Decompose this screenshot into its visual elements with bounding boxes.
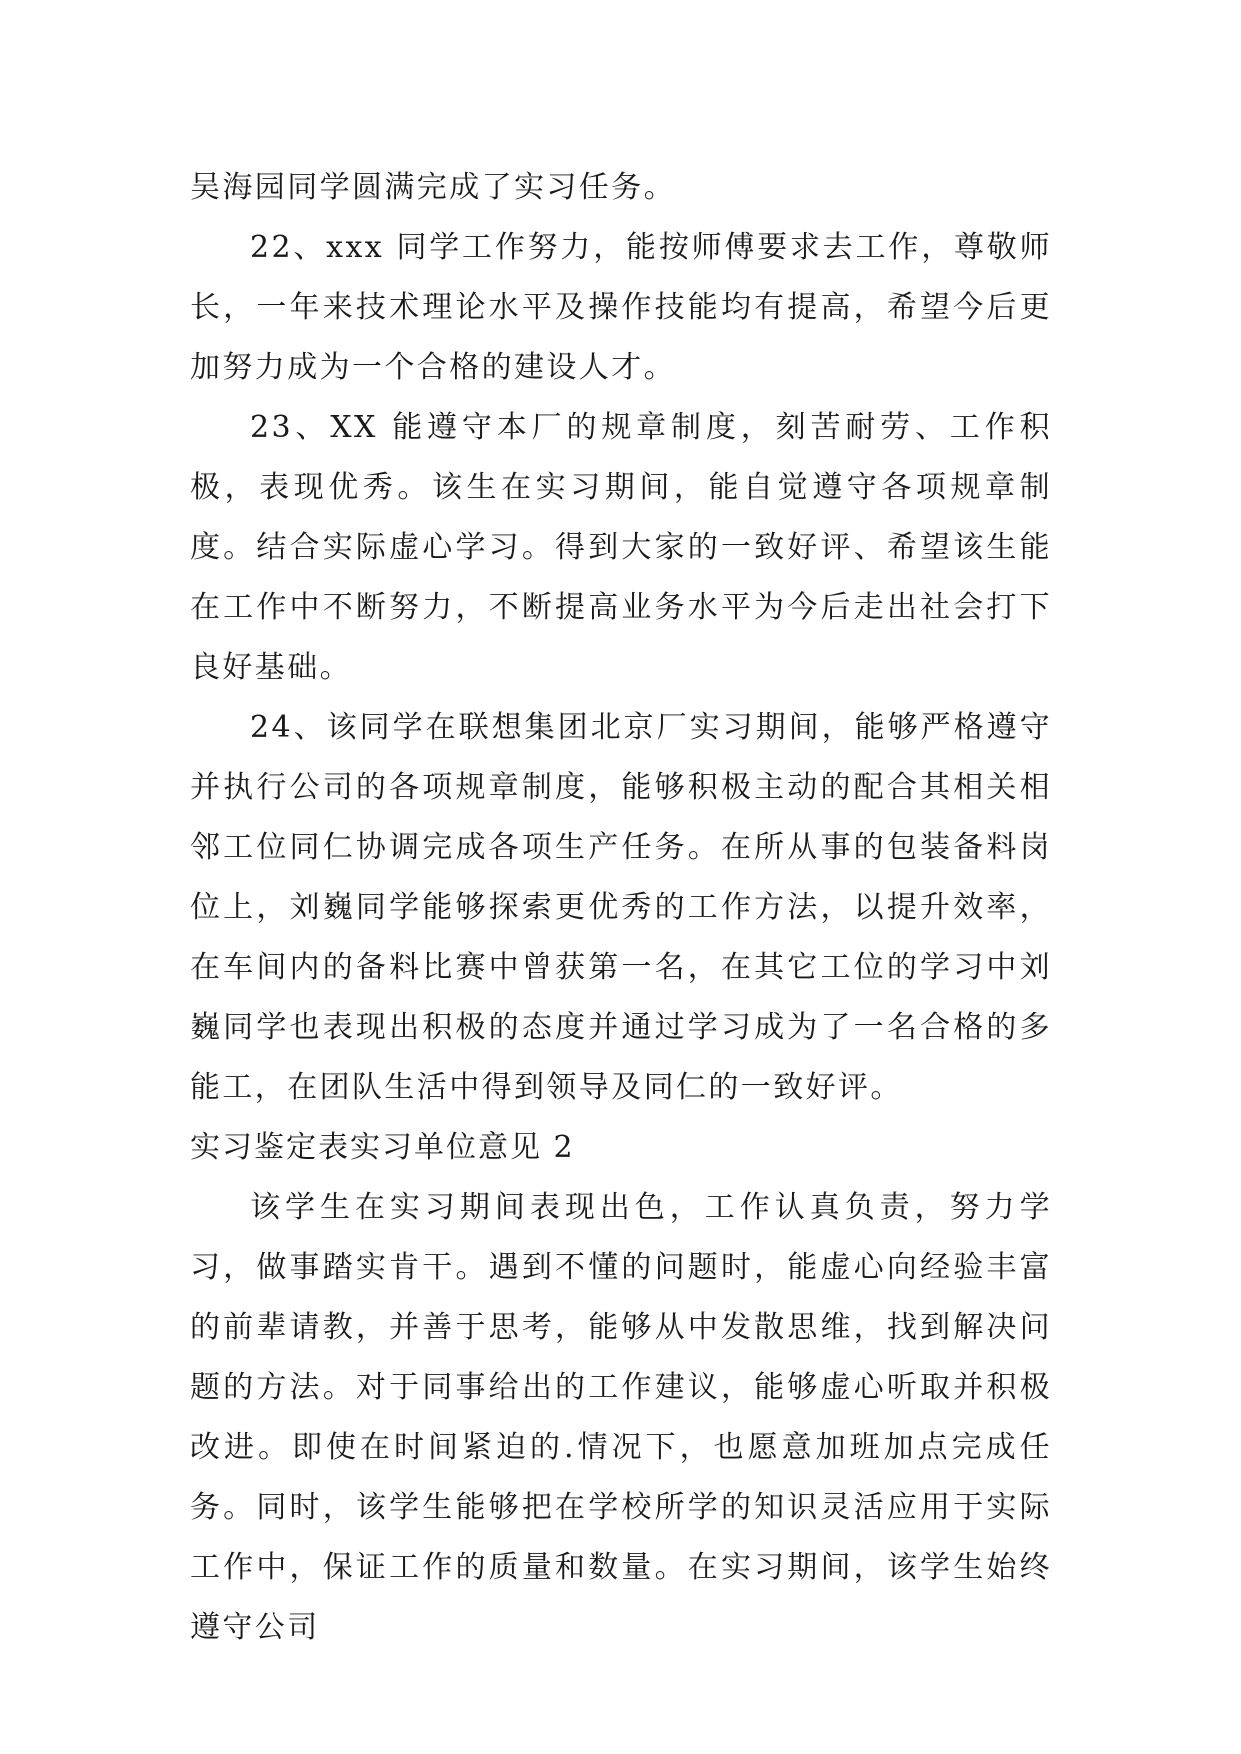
document-body [190,158,1052,1658]
section-heading: 实习鉴定表实习单位意见 2 [190,1130,575,1165]
section-paragraph: 该学生在实习期间表现出色，工作认真负责，努力学习，做事踏实肯干。遇到不懂的问题时，能虚心向经验丰富的前辈请教，并善于思考，能够从中发散思维，找到解决问题的方法。对于同事给出的工作建议，能够虚心听取并积极改进。即使在时间紧迫的.情况下，也愿意加班加点完成任务。同时，该学生能够把在学校所学的知识灵活应用于实际工作中，保证工作的质量和数量。在实习期间，该学生始终遵守公司 [190,1190,1052,1645]
paragraph-23: 23、XX 能遵守本厂的规章制度，刻苦耐劳、工作积极，表现优秀。该生在实习期间，能自觉遵守各项规章制度。结合实际虚心学习。得到大家的一致好评、希望该生能在工作中不断努力，不断提高业务水平为今后走出社会打下良好基础。 [190,410,1052,685]
paragraph-22: 22、xxx 同学工作努力，能按师傅要求去工作，尊敬师长，一年来技术理论水平及操作技能均有提高，希望今后更加努力成为一个合格的建设人才。 [190,230,1052,385]
paragraph-24: 24、该同学在联想集团北京厂实习期间，能够严格遵守并执行公司的各项规章制度，能够积极主动的配合其相关相邻工位同仁协调完成各项生产任务。在所从事的包装备料岗位上，刘巍同学能够探索更优秀的工作方法，以提升效率，在车间内的备料比赛中曾获第一名，在其它工位的学习中刘巍同学也表现出积极的态度并通过学习成为了一名合格的多能工，在团队生活中得到领导及同仁的一致好评。 [190,710,1052,1105]
paragraph-continuation: 吴海园同学圆满完成了实习任务。 [190,170,676,205]
